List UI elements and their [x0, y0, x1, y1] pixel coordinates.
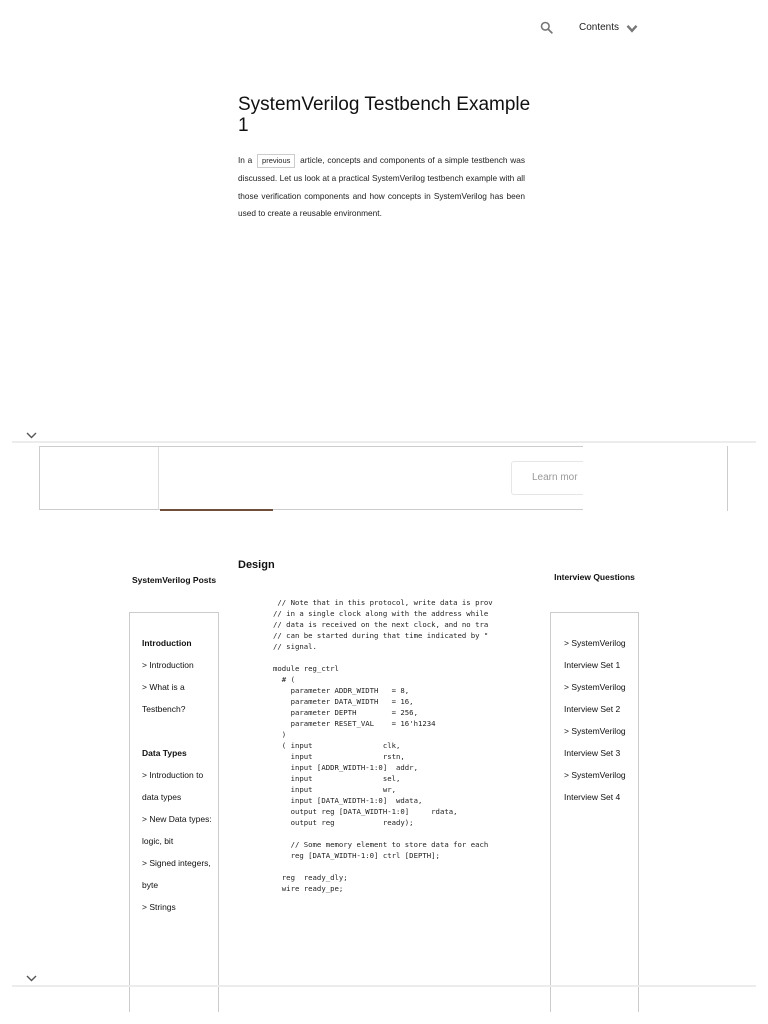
left-sidebar-section-heading: Introduction	[142, 638, 192, 648]
chevron-down-icon[interactable]	[26, 432, 37, 439]
ad-accent-bar	[160, 509, 273, 511]
learn-more-button[interactable]: Learn mor	[511, 461, 583, 495]
right-sidebar-link[interactable]: > SystemVerilog Interview Set 4	[564, 770, 626, 802]
left-sidebar-link[interactable]: > Introduction to data types	[142, 770, 204, 802]
right-sidebar-list	[564, 632, 636, 808]
ad-edge	[727, 446, 728, 511]
intro-paragraph	[238, 152, 525, 223]
right-sidebar-link[interactable]: > SystemVerilog Interview Set 2	[564, 682, 626, 714]
left-sidebar-link[interactable]: > Strings	[142, 902, 176, 912]
right-sidebar-link[interactable]: > SystemVerilog Interview Set 1	[564, 638, 626, 670]
contents-menu-label[interactable]: Contents	[579, 22, 620, 33]
chevron-down-icon[interactable]	[626, 24, 638, 33]
ad-divider	[158, 447, 159, 510]
intro-text-after: article, concepts and components of a simple testbench was discussed. Let us look at a practical SystemVerilog testbench example with all those verification components and how concepts in SystemVerilog has been used to create a reusable environment.	[238, 155, 525, 219]
left-sidebar-section-heading: Data Types	[142, 748, 187, 758]
section-divider	[12, 441, 756, 443]
search-icon[interactable]	[540, 21, 553, 34]
left-sidebar-link[interactable]: > What is a Testbench?	[142, 682, 186, 714]
page-title: SystemVerilog Testbench Example 1	[238, 94, 531, 136]
right-sidebar-heading: Interview Questions	[554, 572, 635, 582]
ad-clip-mask	[583, 446, 729, 511]
list-spacer	[142, 720, 217, 742]
left-sidebar-list	[142, 632, 217, 918]
intro-text-before: In a	[238, 155, 253, 165]
previous-article-link[interactable]: previous	[257, 154, 295, 168]
right-sidebar-link[interactable]: > SystemVerilog Interview Set 3	[564, 726, 626, 758]
code-block: // Note that in this protocol, write data is prov // in a single clock along with the address while // data is received on the next clock, and no tra // can be started during that time indicated by " // signal. module reg_ctrl # ( parameter ADDR_WIDTH = 8, parameter DATA_WIDTH = 16, parameter DEPTH = 256, parameter RESET_VAL = 16'h1234 ) ( input clk, input rstn, input [ADDR_WIDTH-1:0] addr, input sel, input wr, input [DATA_WIDTH-1:0] wdata, output reg [DATA_WIDTH-1:0] rdata, output reg ready); // Some memory element to store data for each reg [DATA_WIDTH-1:0] ctrl [DEPTH]; reg ready_dly; wire ready_pe;	[273, 598, 493, 893]
left-sidebar-heading: SystemVerilog Posts	[131, 575, 217, 585]
design-heading: Design	[238, 559, 275, 571]
left-sidebar-link[interactable]: > Introduction	[142, 660, 194, 670]
left-sidebar-link[interactable]: > New Data types: logic, bit	[142, 814, 212, 846]
chevron-down-icon[interactable]	[26, 975, 37, 982]
left-sidebar-link[interactable]: > Signed integers, byte	[142, 858, 211, 890]
section-divider	[12, 985, 756, 987]
